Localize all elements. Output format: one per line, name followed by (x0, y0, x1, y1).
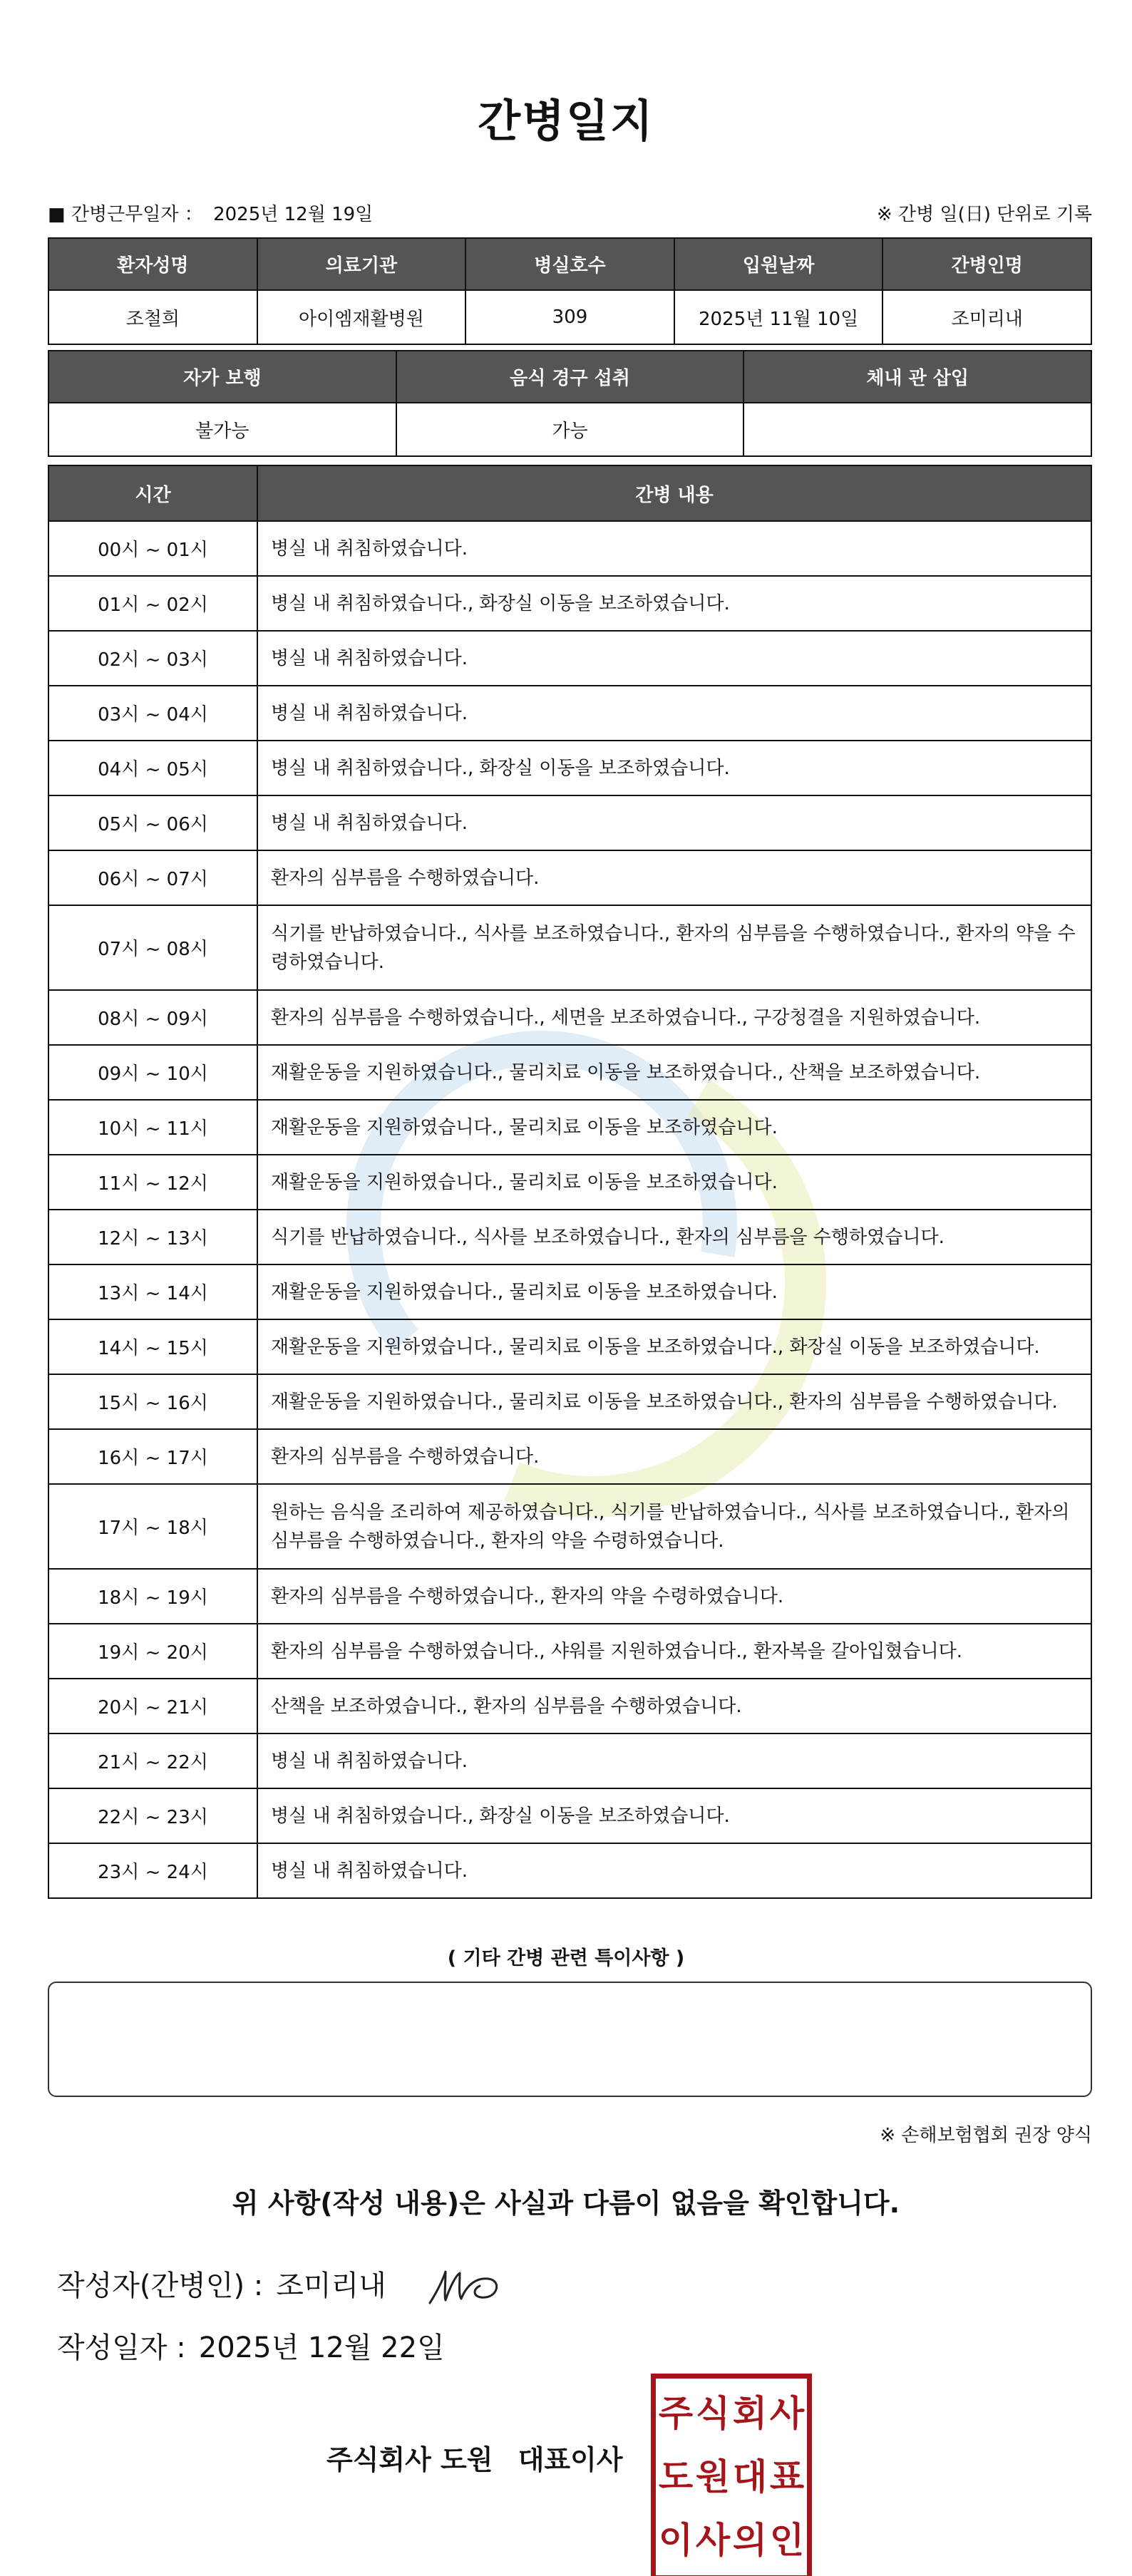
recommend-form-note: ※ 손해보험협회 권장 양식 (880, 2125, 1092, 2146)
care-content: 병실 내 취침하였습니다. (257, 1843, 1091, 1898)
seal-character: 인 (769, 2519, 805, 2562)
company-title: 대표이사 (518, 2444, 623, 2475)
seal-character: 식 (695, 2391, 731, 2434)
table-row (48, 576, 1091, 631)
patient-status-value-row (48, 403, 1091, 456)
time-slot: 00시 ~ 01시 (48, 521, 257, 576)
writer-label: 작성자(간병인) : (57, 2270, 264, 2302)
table-row (48, 1155, 1091, 1210)
seal-character: 의 (732, 2519, 768, 2562)
writer-name: 조미리내 (276, 2270, 386, 2302)
header-care-content: 간병 내용 (257, 465, 1091, 521)
time-slot: 06시 ~ 07시 (48, 850, 257, 905)
care-content: 원하는 음식을 조리하여 제공하였습니다., 식기를 반납하였습니다., 식사를 보조하였습니다., 환자의 심부름을 수행하였습니다., 환자의 약을 수령하였습니다. (257, 1484, 1091, 1569)
time-slot: 12시 ~ 13시 (48, 1210, 257, 1264)
care-content: 식기를 반납하였습니다., 식사를 보조하였습니다., 환자의 심부름을 수행하였습니다. (257, 1210, 1091, 1264)
care-log-table (48, 465, 1092, 1899)
table-row (48, 1319, 1091, 1374)
patient-info-table (48, 237, 1092, 345)
tube-insertion (743, 403, 1091, 456)
notes-label: ( 기타 간병 관련 특이사항 ) (447, 1947, 685, 1969)
table-row (48, 850, 1091, 905)
signature-icon (424, 2256, 524, 2313)
header-caregiver-name: 간병인명 (883, 238, 1091, 290)
seal-character: 표 (769, 2455, 805, 2498)
work-date (48, 200, 377, 226)
care-content: 병실 내 취침하였습니다., 화장실 이동을 보조하였습니다. (257, 576, 1091, 631)
header-self-walking: 자가 보행 (48, 351, 396, 403)
company-name: 주식회사 도원 (326, 2444, 493, 2475)
admission-date: 2025년 11월 10일 (674, 290, 883, 344)
time-slot: 16시 ~ 17시 (48, 1429, 257, 1484)
seal-character: 원 (695, 2455, 731, 2498)
care-content: 병실 내 취침하였습니다., 화장실 이동을 보조하였습니다. (257, 741, 1091, 795)
table-row (48, 631, 1091, 686)
care-content: 환자의 심부름을 수행하였습니다. (257, 1429, 1091, 1484)
time-slot: 10시 ~ 11시 (48, 1100, 257, 1155)
meta-row (48, 198, 1092, 227)
time-slot: 07시 ~ 08시 (48, 905, 257, 990)
time-slot: 22시 ~ 23시 (48, 1788, 257, 1843)
confirmation-statement: 위 사항(작성 내용)은 사실과 다름이 없음을 확인합니다. (232, 2188, 900, 2219)
room-number: 309 (465, 290, 674, 344)
care-content: 병실 내 취침하였습니다. (257, 1733, 1091, 1788)
work-date-label: ■ 간병근무일자 ： (48, 203, 203, 225)
care-content: 환자의 심부름을 수행하였습니다., 샤워를 지원하였습니다., 환자복을 갈아입혔습니다. (257, 1624, 1091, 1679)
time-slot: 01시 ~ 02시 (48, 576, 257, 631)
work-date-value: 2025년 12월 19일 (213, 203, 374, 225)
time-slot: 13시 ~ 14시 (48, 1264, 257, 1319)
table-row (48, 1679, 1091, 1733)
time-slot: 04시 ~ 05시 (48, 741, 257, 795)
company-signature (326, 2438, 623, 2477)
header-oral-intake: 음식 경구 섭취 (396, 351, 744, 403)
patient-name: 조철희 (48, 290, 257, 344)
table-row (48, 795, 1091, 850)
time-slot: 08시 ~ 09시 (48, 990, 257, 1045)
header-admission-date: 입원날짜 (674, 238, 883, 290)
header-time: 시간 (48, 465, 257, 521)
time-slot: 15시 ~ 16시 (48, 1374, 257, 1429)
time-slot: 18시 ~ 19시 (48, 1569, 257, 1624)
care-log-header-row (48, 465, 1091, 521)
written-date-value: 2025년 12월 22일 (198, 2332, 445, 2364)
care-content: 병실 내 취침하였습니다. (257, 686, 1091, 741)
seal-character: 사 (695, 2519, 731, 2562)
care-content: 환자의 심부름을 수행하였습니다., 세면을 보조하였습니다., 구강청결을 지원하였습니다. (257, 990, 1091, 1045)
care-content: 재활운동을 지원하였습니다., 물리치료 이동을 보조하였습니다., 산책을 보조하였습니다. (257, 1045, 1091, 1100)
header-room-number: 병실호수 (465, 238, 674, 290)
table-row (48, 1210, 1091, 1264)
table-row (48, 1100, 1091, 1155)
written-date-line (57, 2325, 445, 2366)
table-row (48, 905, 1091, 990)
time-slot: 20시 ~ 21시 (48, 1679, 257, 1733)
time-slot: 11시 ~ 12시 (48, 1155, 257, 1210)
table-row (48, 686, 1091, 741)
table-row (48, 1045, 1091, 1100)
header-institution: 의료기관 (257, 238, 466, 290)
table-row (48, 990, 1091, 1045)
care-content: 재활운동을 지원하였습니다., 물리치료 이동을 보조하였습니다. (257, 1100, 1091, 1155)
time-slot: 02시 ~ 03시 (48, 631, 257, 686)
care-content: 재활운동을 지원하였습니다., 물리치료 이동을 보조하였습니다., 화장실 이동을 보조하였습니다. (257, 1319, 1091, 1374)
patient-info-value-row (48, 290, 1091, 344)
patient-status-table (48, 350, 1092, 457)
seal-character: 주 (658, 2391, 694, 2434)
table-row (48, 1624, 1091, 1679)
care-content: 재활운동을 지원하였습니다., 물리치료 이동을 보조하였습니다. (257, 1155, 1091, 1210)
table-row (48, 1429, 1091, 1484)
table-row (48, 1374, 1091, 1429)
written-date-label: 작성일자 : (57, 2332, 186, 2364)
table-row (48, 1264, 1091, 1319)
seal-character: 회 (732, 2391, 768, 2434)
company-seal (651, 2374, 812, 2576)
care-content: 환자의 심부름을 수행하였습니다. (257, 850, 1091, 905)
table-row (48, 1788, 1091, 1843)
table-row (48, 1484, 1091, 1569)
page-title: 간병일지 (478, 95, 654, 147)
seal-character: 사 (769, 2391, 805, 2434)
patient-info-header-row (48, 238, 1091, 290)
care-log-body (48, 521, 1091, 1898)
table-row (48, 1733, 1091, 1788)
time-slot: 14시 ~ 15시 (48, 1319, 257, 1374)
writer-line (57, 2263, 386, 2304)
caregiver-name: 조미리내 (883, 290, 1091, 344)
care-content: 재활운동을 지원하였습니다., 물리치료 이동을 보조하였습니다. (257, 1264, 1091, 1319)
seal-character: 도 (658, 2455, 694, 2498)
table-row (48, 1569, 1091, 1624)
care-content: 병실 내 취침하였습니다. (257, 521, 1091, 576)
self-walking: 불가능 (48, 403, 396, 456)
care-content: 환자의 심부름을 수행하였습니다., 환자의 약을 수령하였습니다. (257, 1569, 1091, 1624)
table-row (48, 741, 1091, 795)
time-slot: 05시 ~ 06시 (48, 795, 257, 850)
care-content: 산책을 보조하였습니다., 환자의 심부름을 수행하였습니다. (257, 1679, 1091, 1733)
care-content: 병실 내 취침하였습니다. (257, 631, 1091, 686)
seal-character: 대 (732, 2455, 768, 2498)
institution: 아이엠재활병원 (257, 290, 466, 344)
daily-record-note: ※ 간병 일(日) 단위로 기록 (876, 203, 1092, 225)
time-slot: 17시 ~ 18시 (48, 1484, 257, 1569)
table-row (48, 521, 1091, 576)
patient-status-header-row (48, 351, 1091, 403)
care-content: 재활운동을 지원하였습니다., 물리치료 이동을 보조하였습니다., 환자의 심부름을 수행하였습니다. (257, 1374, 1091, 1429)
header-tube-insertion: 체내 관 삽입 (743, 351, 1091, 403)
care-content: 식기를 반납하였습니다., 식사를 보조하였습니다., 환자의 심부름을 수행하였습니다., 환자의 약을 수령하였습니다. (257, 905, 1091, 990)
time-slot: 21시 ~ 22시 (48, 1733, 257, 1788)
time-slot: 09시 ~ 10시 (48, 1045, 257, 1100)
care-content: 병실 내 취침하였습니다., 화장실 이동을 보조하였습니다. (257, 1788, 1091, 1843)
notes-field (48, 1982, 1092, 2097)
header-patient-name: 환자성명 (48, 238, 257, 290)
table-row (48, 1843, 1091, 1898)
seal-character: 이 (658, 2519, 694, 2562)
time-slot: 23시 ~ 24시 (48, 1843, 257, 1898)
oral-intake: 가능 (396, 403, 744, 456)
care-content: 병실 내 취침하였습니다. (257, 795, 1091, 850)
time-slot: 19시 ~ 20시 (48, 1624, 257, 1679)
time-slot: 03시 ~ 04시 (48, 686, 257, 741)
